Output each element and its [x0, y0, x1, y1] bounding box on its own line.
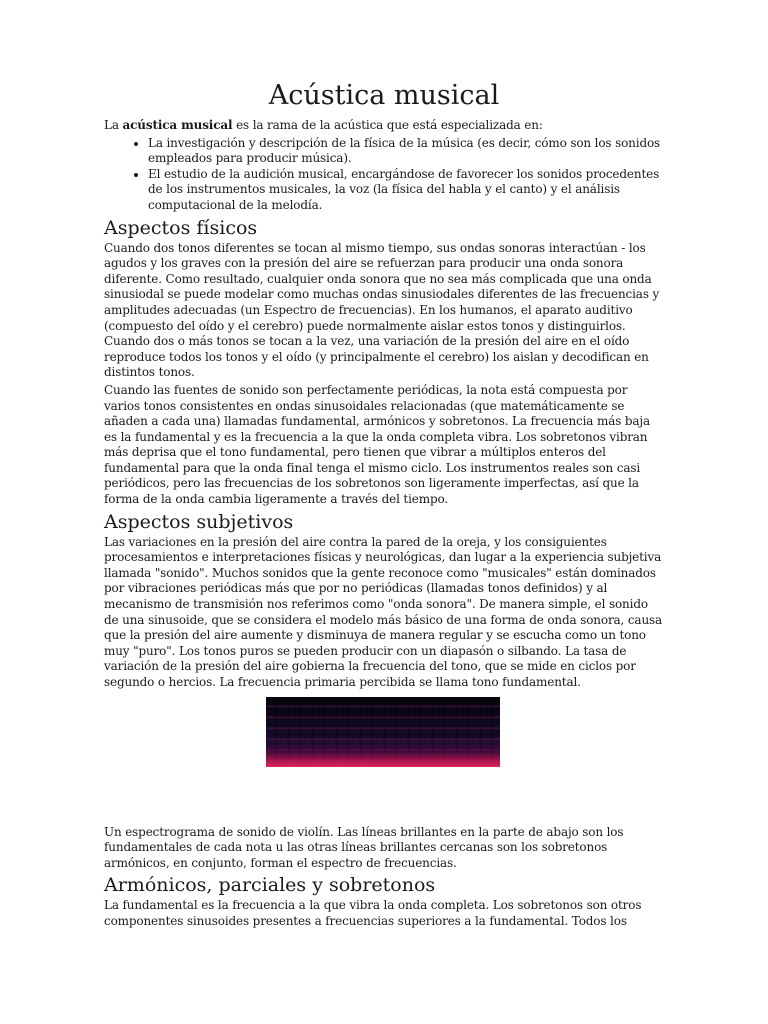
violin-spectrogram-image — [266, 697, 500, 767]
intro-prefix: La — [104, 118, 123, 132]
list-item: • El estudio de la audición musical, encargándose de favorecer los sonidos procedentes de los instrumentos musicales, la voz (la física del habla y el canto) y el análisis computacional de la melodía. — [148, 167, 664, 214]
list-item: • La investigación y descripción de la física de la música (es decir, cómo son los sonidos empleados para producir música). — [148, 136, 664, 167]
subjective-paragraph: Las variaciones en la presión del aire contra la pared de la oreja, y los consiguientes procesamientos e interpretaciones físicas y neurológicas, dan lugar a la experiencia subjetiva llamada "sonido". Muchos sonidos que la gente reconoce como "musicales" están dominados por vibraciones periódicas más que por no periódicas (llamadas tonos definidos) y al mecanismo de transmisión nos referimos como "onda sonora". De manera simple, el sonido de una sinusoide, que se considera el modelo más básico de una forma de onda sonora, causa que la presión del aire aumente y disminuya de manera regular y se escucha como un tono muy "puro". Los tonos puros se pueden producir con un diapasón o silbando. La tasa de variación de la presión del aire gobierna la frecuencia del tono, que se mide en ciclos por segundo o hercios. La frecuencia primaria percibida se llama tono fundamental. — [104, 534, 663, 689]
page-title: Acústica musical — [268, 80, 500, 111]
physical-paragraph-2: Cuando las fuentes de sonido son perfectamente periódicas, la nota está compuesta por varios tonos consistentes en ondas sinusoidales relacionadas (que matemáticamente se añaden a cada una) llamadas fundamental, armónicos y sobretonos. La frecuencia más baja es la fundamental y es la frecuencia a la que la onda completa vibra. Los sobretonos vibran más deprisa que el tono fundamental, pero tienen que vibrar a múltiplos enteros del fundamental para que la onda final tenga el mismo ciclo. Los instrumentos reales son casi periódicos, pero las frecuencias de los sobretonos son ligeramente imperfectas, así que la forma de la onda cambia ligeramente a través del tiempo. — [104, 382, 650, 507]
intro-suffix: es la rama de la acústica que está especializada en: — [232, 118, 543, 132]
physical-paragraph-1: Cuando dos tonos diferentes se tocan al mismo tiempo, sus ondas sonoras interactúan - los agudos y los graves con la presión del aire se refuerzan para producir una onda sonora diferente. Como resultado, cualquier onda sonora que no sea más complicada que una onda sinusiodal se puede modelar como muchas ondas sinusiodales diferentes de las frecuencias y amplitudes adecuadas (un Espectro de frecuencias). En los humanos, el aparato auditivo (compuesto del oído y el cerebro) puede normalmente aislar estos tonos y distinguirlos. Cuando dos o más tonos se tocan a la vez, una variación de la presión del aire en el oído reproduce todos los tonos y el oído (y principalmente el cerebro) los aislan y decodifican en distintos tonos. — [104, 240, 660, 380]
document-page — [104, 78, 664, 932]
intro-list — [104, 136, 664, 214]
section-heading-subjective: Aspectos subjetivos — [104, 510, 294, 533]
spectrogram-caption: Un espectrograma de sonido de violín. Las líneas brillantes en la parte de abajo son los fundamentales de cada nota u las otras líneas brillantes cercanas son los sobretonos armónicos, en conjunto, forman el espectro de frecuencias. — [104, 824, 624, 870]
section-heading-harmonics: Armónicos, parciales y sobretonos — [104, 874, 436, 897]
intro-bold-term: acústica musical — [122, 118, 233, 132]
section-heading-physical: Aspectos físicos — [104, 216, 258, 239]
spectrogram-figure — [104, 697, 664, 825]
intro-paragraph — [104, 118, 664, 134]
harmonics-paragraph: La fundamental es la frecuencia a la que vibra la onda completa. Los sobretonos son otros componentes sinusoides presentes a frecuencias superiores a la fundamental. Todos los — [104, 898, 642, 928]
